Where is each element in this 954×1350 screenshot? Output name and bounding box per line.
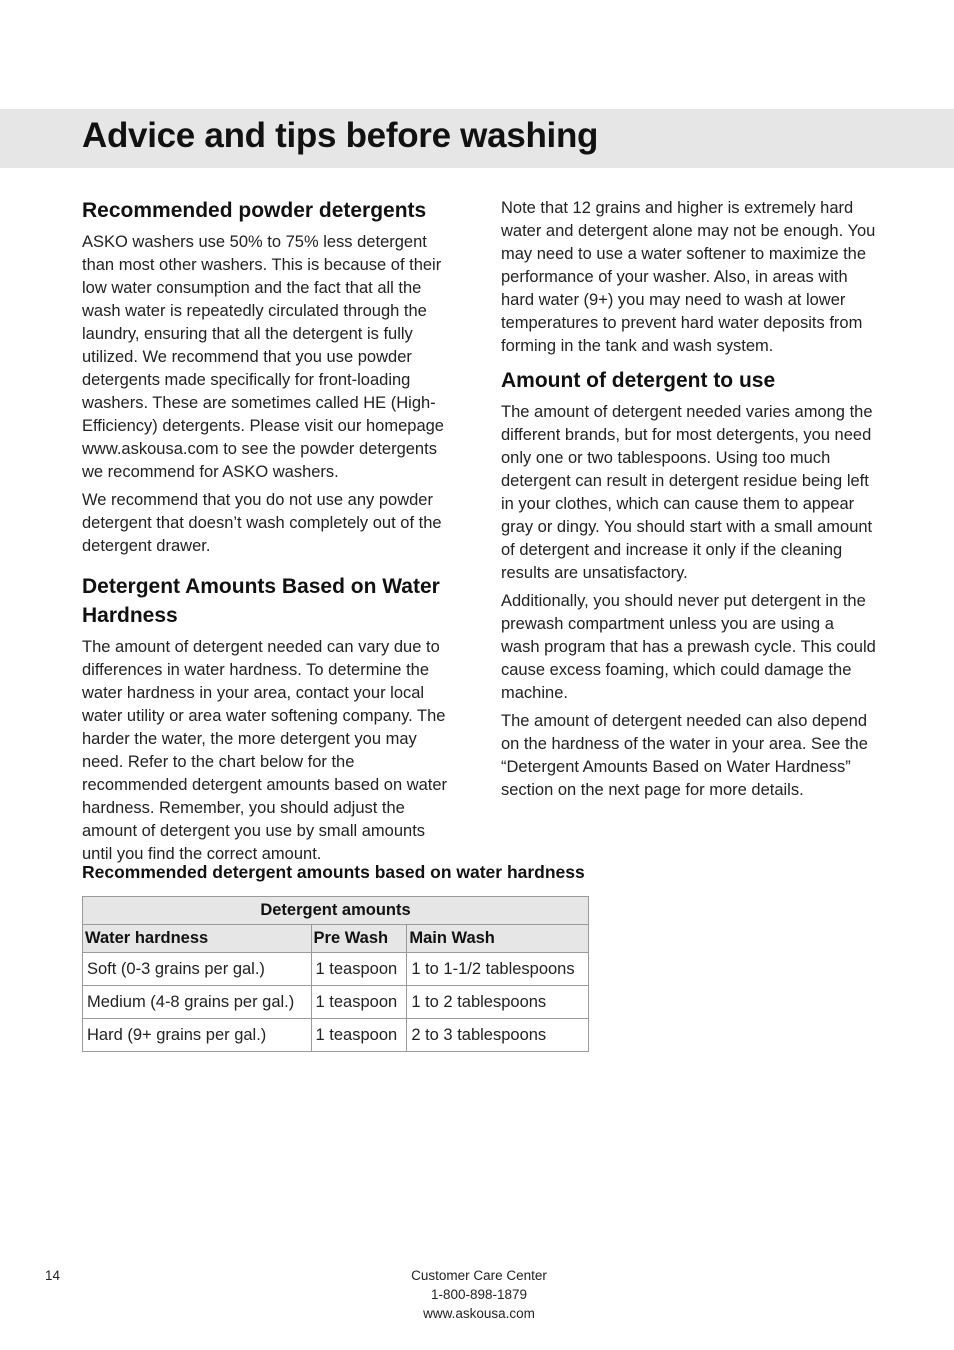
footer-customer-care-label: Customer Care Center bbox=[411, 1268, 547, 1283]
left-column bbox=[82, 196, 457, 871]
cell-water-hardness: Medium (4-8 grains per gal.) bbox=[83, 986, 312, 1019]
cell-water-hardness: Hard (9+ grains per gal.) bbox=[83, 1019, 312, 1052]
table-group-header: Detergent amounts bbox=[83, 897, 589, 925]
footer-phone-number: 1-800-898-1879 bbox=[430, 1287, 528, 1302]
powder-detergents-paragraph-2: We recommend that you do not use any powder detergent that doesn’t wash completely out of the detergent drawer. bbox=[82, 491, 442, 555]
page-number: 14 bbox=[45, 1268, 61, 1283]
hard-water-note-paragraph: Note that 12 grains and higher is extremely hard water and detergent alone may not be enough. You may need to use a water softener to maximize the performance of your washer. Also, in areas with hard water (9+) you may need to wash at lower temperatures to prevent hard water deposits from forming in the tank and wash system. bbox=[501, 199, 876, 355]
section-heading-amount-of-detergent: Amount of detergent to use bbox=[501, 369, 776, 392]
cell-pre-wash: 1 teaspoon bbox=[311, 1019, 407, 1052]
amount-paragraph-1: The amount of detergent needed varies among the different brands, but for most detergents, you need only one or two tablespoons. Using too much detergent can result in detergent residue being left in your clothes, which can cause them to appear gray or dingy. You should start with a small amount of detergent and increase it only if the cleaning results are unsatisfactory. bbox=[501, 403, 873, 582]
section-heading-water-hardness: Detergent Amounts Based on Water Hardness bbox=[82, 575, 440, 627]
table-row bbox=[83, 1019, 589, 1052]
table-row bbox=[83, 986, 589, 1019]
table-group-header-row bbox=[83, 897, 589, 925]
cell-main-wash: 1 to 2 tablespoons bbox=[407, 986, 589, 1019]
column-header-main-wash: Main Wash bbox=[407, 925, 589, 953]
amount-paragraph-3: The amount of detergent needed can also depend on the hardness of the water in your area. See the “Detergent Amounts Based on Water Hardness” section on the next page for more details. bbox=[501, 712, 868, 799]
right-column bbox=[501, 197, 876, 807]
page-title: Advice and tips before washing bbox=[82, 116, 599, 155]
detergent-amounts-table bbox=[82, 896, 589, 1052]
cell-water-hardness: Soft (0-3 grains per gal.) bbox=[83, 953, 312, 986]
table-column-header-row bbox=[83, 925, 589, 953]
powder-detergents-paragraph-1: ASKO washers use 50% to 75% less detergent than most other washers. This is because of their low water consumption and the fact that all the wash water is repeatedly circulated through the laundry, ensuring that all the detergent is fully utilized. We recommend that you use powder detergents made specifically for front-loading washers. These are sometimes called HE (High-Efficiency) detergents. Please visit our homepage www.askousa.com to see the powder detergents we recommend for ASKO washers. bbox=[82, 233, 444, 481]
cell-pre-wash: 1 teaspoon bbox=[311, 986, 407, 1019]
footer-contact bbox=[379, 1266, 579, 1323]
cell-main-wash: 1 to 1-1/2 tablespoons bbox=[407, 953, 589, 986]
cell-pre-wash: 1 teaspoon bbox=[311, 953, 407, 986]
footer-website: www.askousa.com bbox=[423, 1306, 535, 1321]
table-row bbox=[83, 953, 589, 986]
cell-main-wash: 2 to 3 tablespoons bbox=[407, 1019, 589, 1052]
table-heading: Recommended detergent amounts based on water hardness bbox=[82, 862, 585, 882]
amount-paragraph-2: Additionally, you should never put detergent in the prewash compartment unless you are using a wash program that has a prewash cycle. This could cause excess foaming, which could damage the machine. bbox=[501, 592, 876, 702]
column-header-pre-wash: Pre Wash bbox=[311, 925, 407, 953]
water-hardness-paragraph: The amount of detergent needed can vary due to differences in water hardness. To determine the water hardness in your area, contact your local water utility or area water softening company. The harder the water, the more detergent you may need. Refer to the chart below for the recommended detergent amounts based on water hardness. Remember, you should adjust the amount of detergent you use by small amounts until you find the correct amount. bbox=[82, 638, 448, 863]
section-heading-powder-detergents: Recommended powder detergents bbox=[82, 199, 427, 222]
column-header-water-hardness: Water hardness bbox=[83, 925, 312, 953]
